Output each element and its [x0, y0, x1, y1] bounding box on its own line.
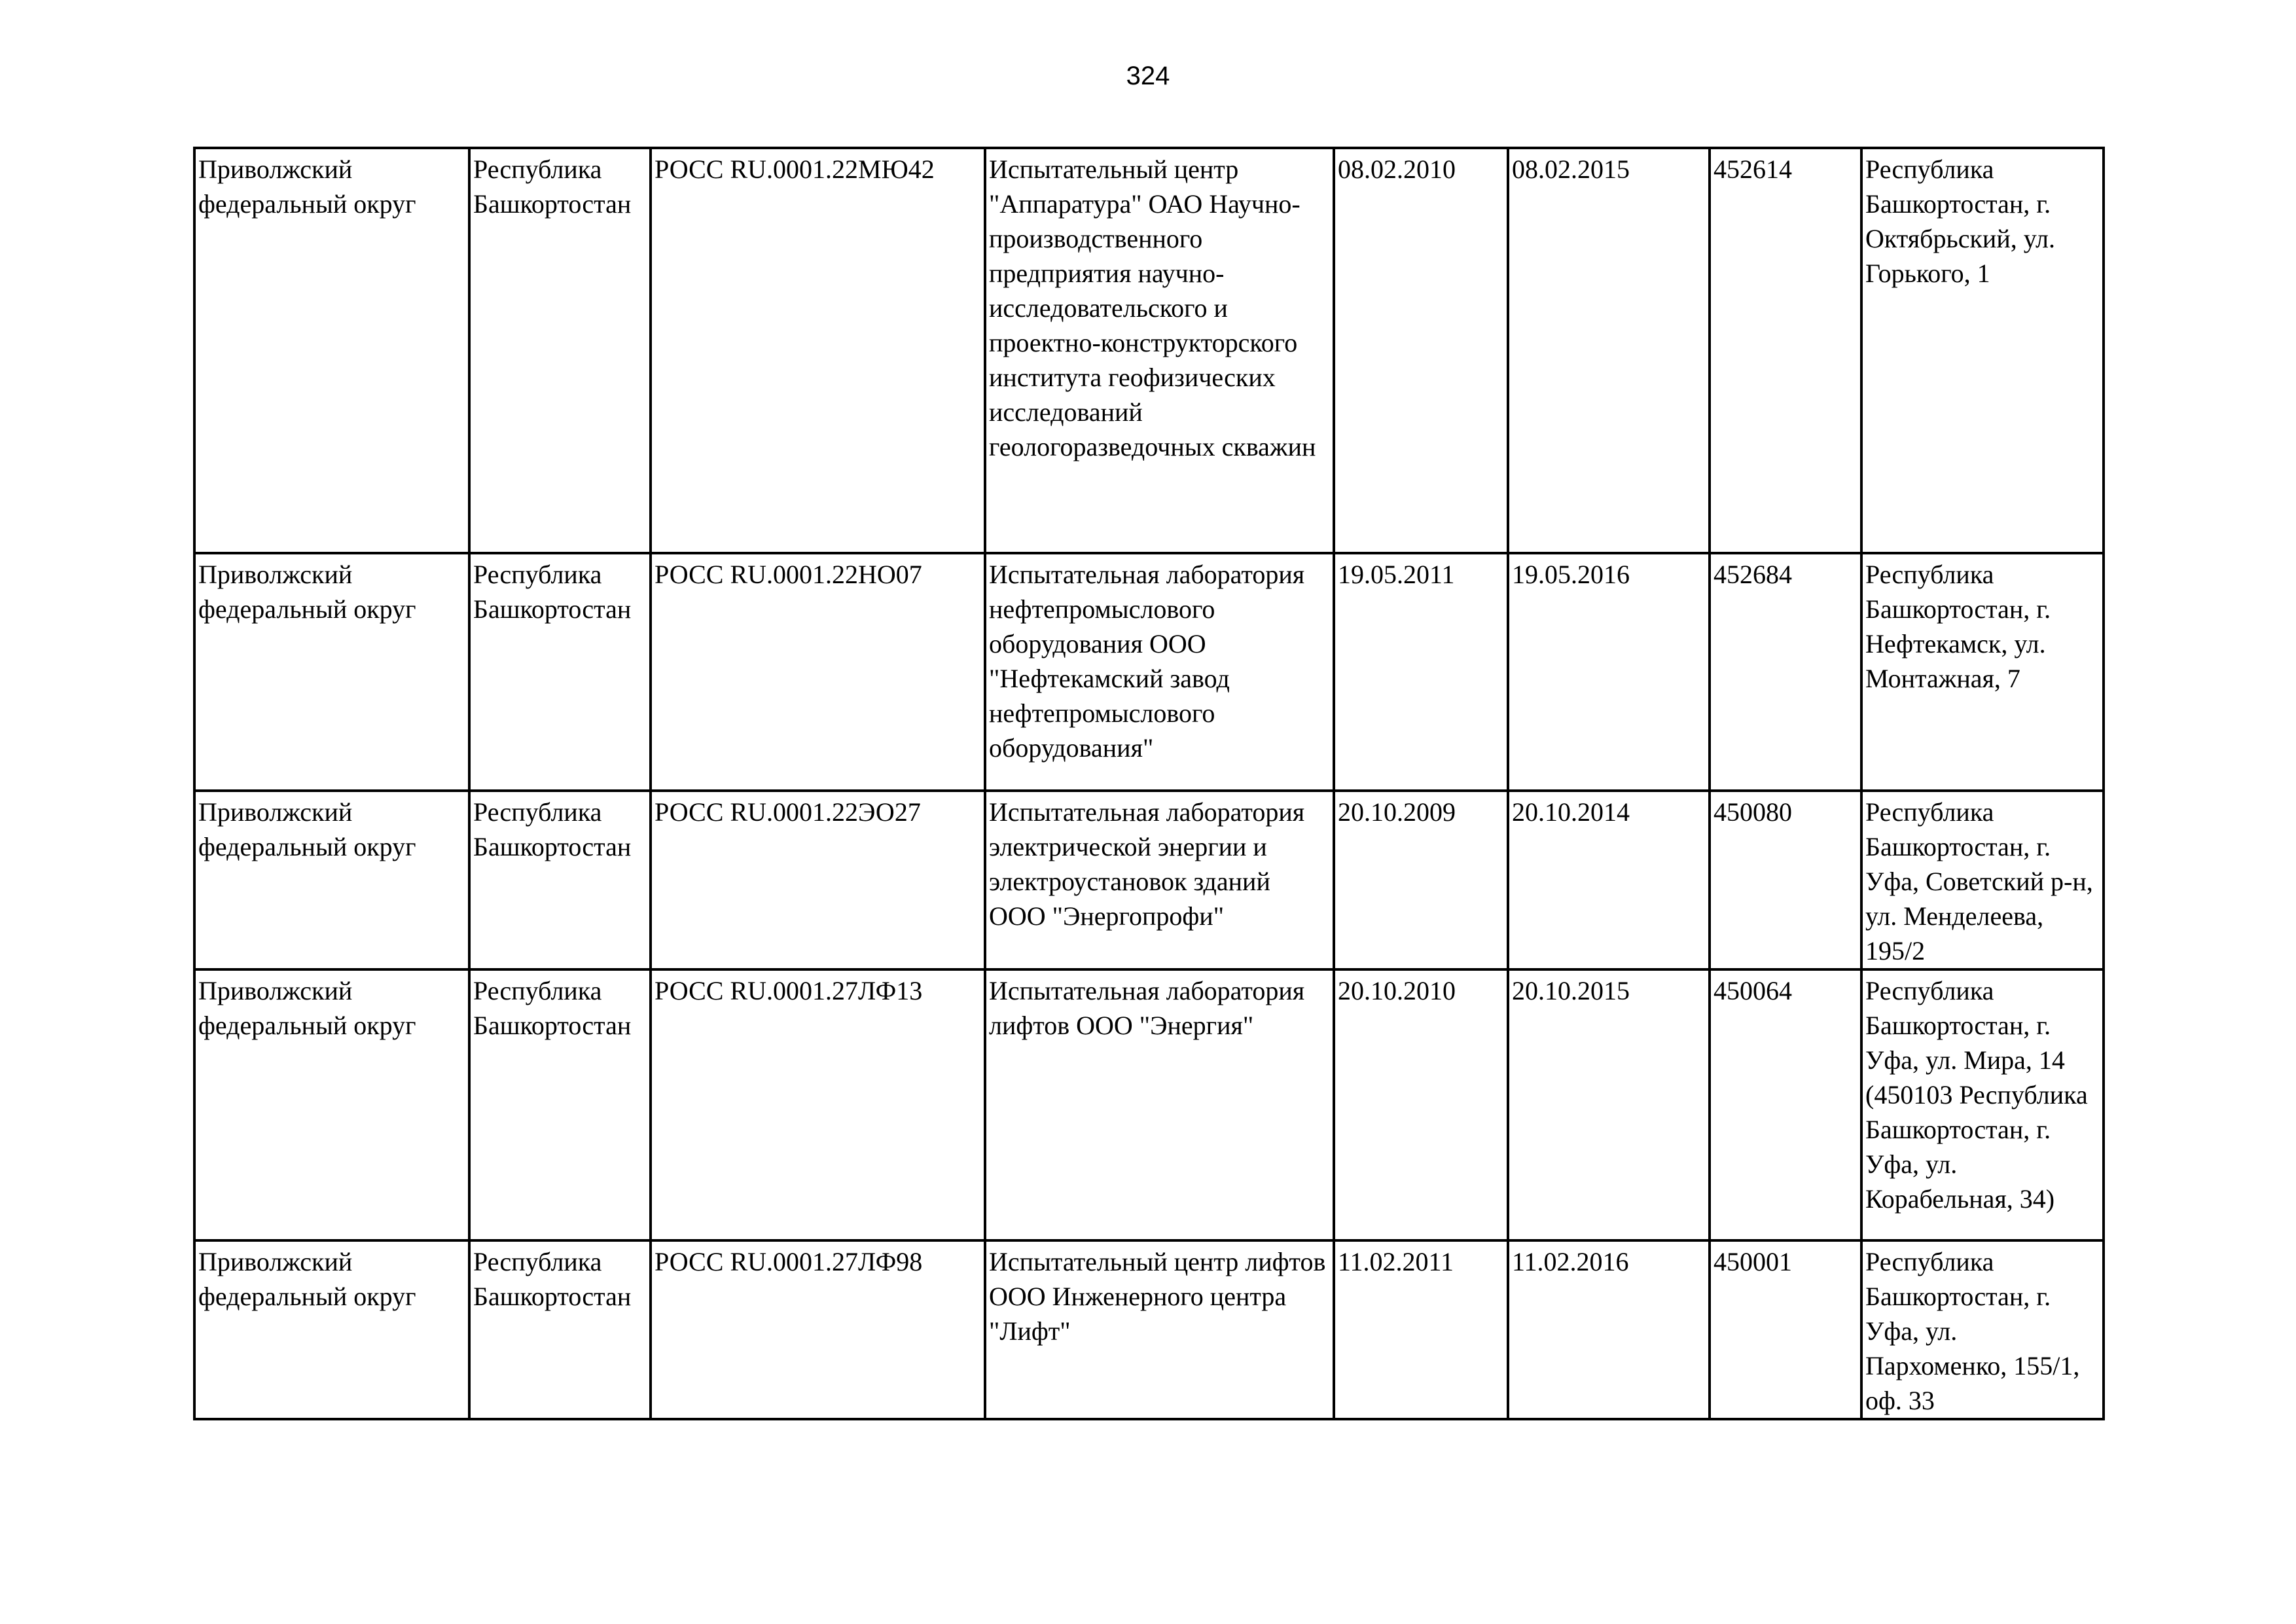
reg-number-cell: РОСС RU.0001.22НО07	[651, 553, 985, 791]
region-cell: Республика Башкортостан	[469, 791, 651, 969]
district-cell: Приволжский федеральный округ	[194, 1240, 469, 1419]
date-from-cell: 11.02.2011	[1334, 1240, 1508, 1419]
organization-cell: Испытательная лаборатория лифтов ООО "Энергия"	[985, 969, 1334, 1240]
address-cell: Республика Башкортостан, г. Уфа, Советский р-н, ул. Менделеева, 195/2	[1861, 791, 2104, 969]
address-cell: Республика Башкортостан, г. Уфа, ул. Пархоменко, 155/1, оф. 33	[1861, 1240, 2104, 1419]
postal-code-cell: 450064	[1710, 969, 1861, 1240]
reg-number-cell: РОСС RU.0001.27ЛФ98	[651, 1240, 985, 1419]
postal-code-cell: 450001	[1710, 1240, 1861, 1419]
page-number: 324	[1126, 62, 1170, 90]
district-cell: Приволжский федеральный округ	[194, 553, 469, 791]
date-to-cell: 19.05.2016	[1508, 553, 1710, 791]
date-from-cell: 20.10.2009	[1334, 791, 1508, 969]
region-cell: Республика Башкортостан	[469, 553, 651, 791]
district-cell: Приволжский федеральный округ	[194, 148, 469, 553]
date-to-cell: 11.02.2016	[1508, 1240, 1710, 1419]
address-cell: Республика Башкортостан, г. Нефтекамск, ул. Монтажная, 7	[1861, 553, 2104, 791]
table-row	[194, 969, 2104, 1240]
organization-cell: Испытательная лаборатория нефтепромыслового оборудования ООО "Нефтекамский завод нефтепромыслового оборудования"	[985, 553, 1334, 791]
region-cell: Республика Башкортостан	[469, 969, 651, 1240]
region-cell: Республика Башкортостан	[469, 148, 651, 553]
table-row	[194, 148, 2104, 553]
address-cell: Республика Башкортостан, г. Уфа, ул. Мира, 14 (450103 Республика Башкортостан, г. Уфа, ул. Корабельная, 34)	[1861, 969, 2104, 1240]
date-to-cell: 20.10.2014	[1508, 791, 1710, 969]
address-cell: Республика Башкортостан, г. Октябрьский, ул. Горького, 1	[1861, 148, 2104, 553]
date-to-cell: 08.02.2015	[1508, 148, 1710, 553]
registry-table	[193, 147, 2105, 1420]
reg-number-cell: РОСС RU.0001.22МЮ42	[651, 148, 985, 553]
organization-cell: Испытательная лаборатория электрической энергии и электроустановок зданий ООО "Энергопрофи"	[985, 791, 1334, 969]
district-cell: Приволжский федеральный округ	[194, 791, 469, 969]
table-row	[194, 553, 2104, 791]
district-cell: Приволжский федеральный округ	[194, 969, 469, 1240]
table-row	[194, 1240, 2104, 1419]
postal-code-cell: 452684	[1710, 553, 1861, 791]
table-row	[194, 791, 2104, 969]
date-from-cell: 19.05.2011	[1334, 553, 1508, 791]
postal-code-cell: 450080	[1710, 791, 1861, 969]
organization-cell: Испытательный центр лифтов ООО Инженерного центра "Лифт"	[985, 1240, 1334, 1419]
organization-cell: Испытательный центр "Аппаратура" ОАО Научно-производственного предприятия научно-исследовательского и проектно-конструкторского института геофизических исследований геологоразведочных скважин	[985, 148, 1334, 553]
date-from-cell: 08.02.2010	[1334, 148, 1508, 553]
date-from-cell: 20.10.2010	[1334, 969, 1508, 1240]
reg-number-cell: РОСС RU.0001.27ЛФ13	[651, 969, 985, 1240]
region-cell: Республика Башкортостан	[469, 1240, 651, 1419]
date-to-cell: 20.10.2015	[1508, 969, 1710, 1240]
postal-code-cell: 452614	[1710, 148, 1861, 553]
reg-number-cell: РОСС RU.0001.22ЭО27	[651, 791, 985, 969]
